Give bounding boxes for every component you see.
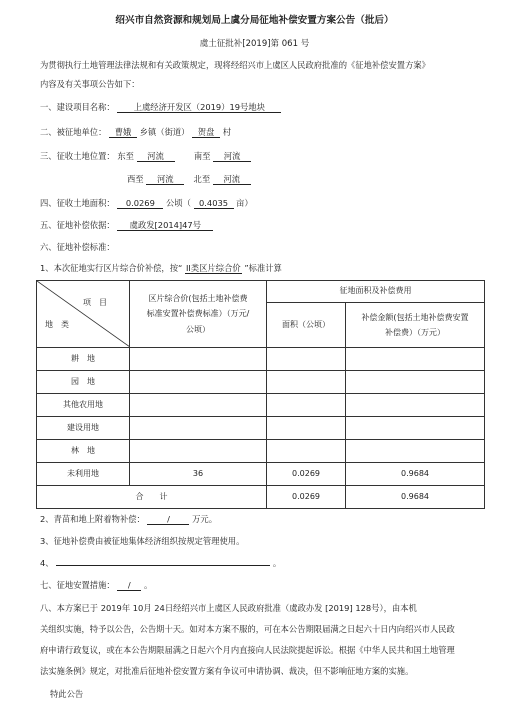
crop-compensation-value: / bbox=[147, 515, 189, 525]
compensation-basis-row bbox=[40, 221, 213, 231]
north-label: 北至 bbox=[193, 174, 211, 184]
land-area-hectare-value: 0.0269 bbox=[117, 199, 163, 209]
area-cell bbox=[267, 394, 346, 417]
compensation-table bbox=[36, 280, 485, 509]
land-type-cell: 建设用地 bbox=[37, 417, 130, 440]
project-name-value: 上虞经济开发区（2019）19号地块 bbox=[117, 103, 281, 113]
land-location-row-2 bbox=[127, 175, 251, 185]
expropriated-unit-row bbox=[40, 128, 231, 138]
land-area-hectare-unit: 公顷（ bbox=[165, 198, 191, 208]
table-row bbox=[37, 440, 485, 463]
item-4-row bbox=[40, 559, 281, 567]
notice-title: 绍兴市自然资源和规划局上虞分局征地补偿安置方案公告（批后） bbox=[115, 15, 394, 26]
zone-price-class: II类区片综合价 bbox=[185, 263, 241, 273]
amount-header-1: 补偿金额(包括土地补偿费安置 bbox=[361, 312, 469, 322]
town-suffix: 乡镇（街道） bbox=[139, 127, 190, 137]
east-label: 东至 bbox=[117, 151, 134, 161]
land-type-cell: 园 地 bbox=[37, 371, 130, 394]
compensation-basis-value: 虞政发[2014]47号 bbox=[117, 221, 213, 231]
table-row bbox=[37, 394, 485, 417]
compensation-basis-label: 五、征地补偿依据： bbox=[40, 220, 115, 230]
area-cell bbox=[267, 348, 346, 371]
crop-compensation-suffix: 万元。 bbox=[192, 514, 218, 524]
intro-line-1: 为贯彻执行土地管理法律法规和有关政策规定，现将经绍兴市上虞区人民政府批准的《征地补偿安置方案》 bbox=[40, 60, 430, 70]
east-value: 河流 bbox=[137, 152, 175, 162]
land-area-mu-value: 0.4035 bbox=[194, 199, 234, 209]
land-area-mu-unit: 亩） bbox=[236, 198, 253, 208]
south-value: 河流 bbox=[213, 152, 251, 162]
corner-diagonal bbox=[37, 281, 130, 347]
land-type-cell: 未利用地 bbox=[37, 463, 130, 486]
expropriated-unit-label: 二、被征地单位： bbox=[40, 127, 107, 137]
item-4-blank bbox=[56, 564, 270, 566]
area-cell bbox=[267, 371, 346, 394]
corner-land-label: 地 类 bbox=[45, 320, 69, 329]
total-area-cell: 0.0269 bbox=[267, 486, 346, 509]
area-cell: 0.0269 bbox=[267, 463, 346, 486]
amount-cell bbox=[346, 394, 485, 417]
zone-price-header-3: 公顷） bbox=[186, 324, 210, 334]
fee-management-line: 3、征地补偿费由被征地集体经济组织按规定管理使用。 bbox=[40, 536, 245, 546]
table-row bbox=[37, 348, 485, 371]
west-value: 河流 bbox=[146, 175, 184, 185]
price-cell bbox=[130, 417, 267, 440]
table-corner-cell bbox=[37, 281, 130, 348]
village-suffix: 村 bbox=[222, 127, 232, 137]
village-value: 贺盘 bbox=[192, 128, 220, 138]
crop-compensation-prefix: 2、青苗和地上附着物补偿： bbox=[40, 514, 145, 524]
land-area-label: 四、征收土地面积： bbox=[40, 198, 115, 208]
total-amount-cell: 0.9684 bbox=[346, 486, 485, 509]
total-label-cell: 合 计 bbox=[37, 486, 267, 509]
amount-header-2: 补偿费）（万元） bbox=[385, 328, 445, 338]
resettlement-value: / bbox=[117, 581, 141, 591]
zone-price-header bbox=[130, 281, 267, 348]
price-cell: 36 bbox=[130, 463, 267, 486]
land-area-row bbox=[40, 199, 253, 209]
item-4-prefix: 4、 bbox=[40, 558, 54, 568]
amount-cell bbox=[346, 348, 485, 371]
project-name-label: 一、建设项目名称： bbox=[40, 102, 115, 112]
price-cell bbox=[130, 440, 267, 463]
price-cell bbox=[130, 348, 267, 371]
intro-line-2: 内容及有关事项公告如下： bbox=[40, 79, 140, 89]
area-header: 面积（公顷） bbox=[267, 303, 346, 348]
land-location-row-1 bbox=[40, 152, 251, 162]
north-value: 河流 bbox=[213, 175, 251, 185]
compensation-method-suffix: ”标准计算 bbox=[244, 263, 282, 273]
area-group-header: 征地面积及补偿费用 bbox=[267, 281, 485, 303]
south-label: 南至 bbox=[193, 151, 211, 161]
item-4-suffix: 。 bbox=[272, 558, 282, 568]
land-type-cell: 其他农用地 bbox=[37, 394, 130, 417]
resettlement-suffix: 。 bbox=[143, 580, 153, 590]
crop-compensation-row bbox=[40, 515, 217, 525]
zone-price-header-1: 区片综合价(包括土地补偿费 bbox=[148, 294, 248, 304]
closing-text: 特此公告 bbox=[50, 689, 84, 699]
approval-line-3: 府申请行政复议，或在本公告期限届满之日起六个月内直接向人民法院提起诉讼。根据《中华人民共和国土地管理 bbox=[40, 645, 455, 655]
approval-line-2: 关组织实施，特予以公告，公告期十天。如对本方案不服的，可在本公告期限届满之日起六十日内向绍兴市人民政 bbox=[40, 624, 455, 634]
town-value: 曹娥 bbox=[109, 128, 137, 138]
land-location-label: 三、征收土地位置： bbox=[40, 151, 115, 161]
amount-cell bbox=[346, 371, 485, 394]
corner-item-label: 项 目 bbox=[83, 298, 107, 307]
amount-header bbox=[346, 303, 485, 348]
document-number: 虞土征批补[2019]第 061 号 bbox=[199, 39, 310, 49]
compensation-method-prefix: 1、本次征地实行区片综合价补偿，按“ bbox=[40, 263, 183, 273]
compensation-method-row bbox=[40, 264, 282, 274]
land-type-cell: 耕 地 bbox=[37, 348, 130, 371]
zone-price-header-2: 标准安置补偿费标准）（万元/ bbox=[146, 309, 250, 319]
west-label: 西至 bbox=[127, 174, 144, 184]
amount-cell bbox=[346, 440, 485, 463]
resettlement-row bbox=[40, 581, 152, 591]
resettlement-prefix: 七、征地安置措施： bbox=[40, 580, 115, 590]
project-name-row bbox=[40, 103, 281, 113]
table-row bbox=[37, 463, 485, 486]
table-row bbox=[37, 371, 485, 394]
land-type-cell: 林 地 bbox=[37, 440, 130, 463]
area-cell bbox=[267, 440, 346, 463]
approval-line-4: 法实施条例》规定，对批准后征地补偿安置方案有争议可申请协调、裁决，但不影响征地方案的实施。 bbox=[40, 666, 414, 676]
price-cell bbox=[130, 371, 267, 394]
amount-cell: 0.9684 bbox=[346, 463, 485, 486]
compensation-standard-label: 六、征地补偿标准： bbox=[40, 242, 115, 252]
approval-line-1: 八、本方案已于 2019年 10月 24日经绍兴市上虞区人民政府批准（虞政办发 [2019] 128号），由本机 bbox=[40, 603, 417, 613]
price-cell bbox=[130, 394, 267, 417]
area-cell bbox=[267, 417, 346, 440]
amount-cell bbox=[346, 417, 485, 440]
table-total-row bbox=[37, 486, 485, 509]
table-row bbox=[37, 417, 485, 440]
